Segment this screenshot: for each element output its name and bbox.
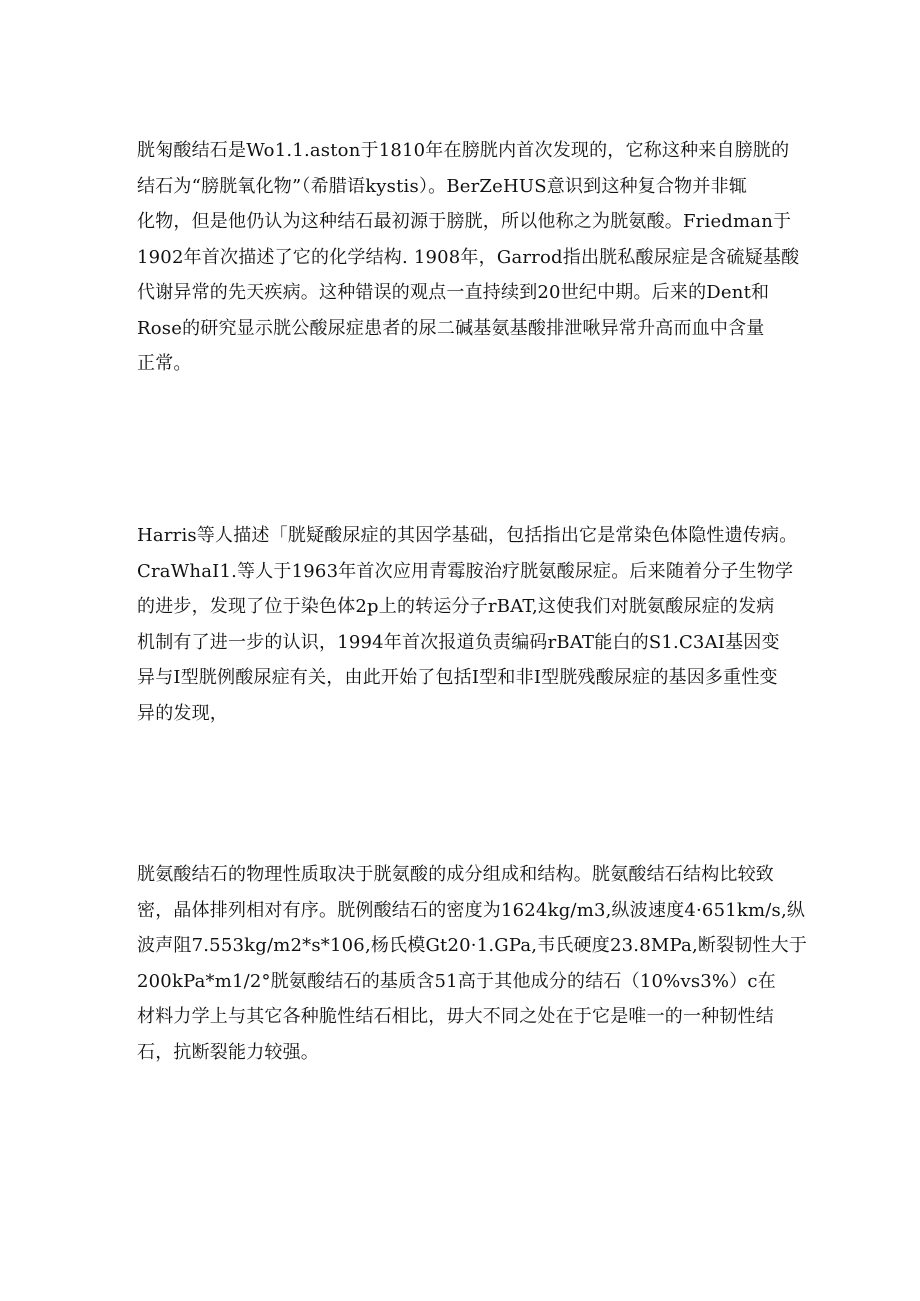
text-line: 正常。	[137, 353, 192, 374]
text-line: 机制有了进一步的认识，1994年首次报道负责编码rBAT能白的S1.C3AI基因变	[137, 631, 780, 653]
text-line: 胱匊酸结石是Wo1.1.aston于1810年在膀胱内首次发现的，它称这种来自膀胱的	[137, 140, 790, 161]
text-line: 异与I型胱例酸尿症有关，由此开始了包括I型和非I型胱残酸尿症的基因多重性变	[137, 667, 778, 688]
text-line: 胱氨酸结石的物理性质取决于胱氨酸的成分组成和结构。胱氨酸结石结构比较致	[137, 864, 774, 885]
text-line: 密，晶体排列相对有序。胱例酸结石的密度为1624kg∕m3,纵波速度4·651km∕s,纵	[137, 899, 806, 921]
text-line: 的进步，发现了位于染色体2p上的转运分子rBAT,这使我们对胱氨酸尿症的发病	[137, 596, 775, 617]
text-line: 代谢异常的先天疾病。这种错误的观点一直持续到20世纪中期。后来的Dent和	[137, 282, 770, 303]
text-line: 波声阻7.553kg∕m2*s*106,杨氏模Gt20·1.GPa,韦氏硬度23.8MPa,断裂韧性大于	[137, 935, 808, 956]
paragraph-genetic-basis	[137, 518, 797, 731]
text-line: 石，抗断裂能力较强。	[137, 1041, 319, 1063]
paragraph-physical-properties	[137, 857, 808, 1070]
text-line: 1902年首次描述了它的化学结构. 1908年，Garrod指出胱私酸尿症是含硫疑基酸	[137, 246, 800, 268]
paragraph-history-discovery	[137, 133, 800, 382]
text-line: 材料力学上与其它各种脆性结石相比，毋大不同之处在于它是唯一的一种韧性结	[137, 1006, 774, 1027]
text-line: 200kPa*m1∕2°胱氨酸结石的基质含51高于其他成分的结石（10%vs3%）c在	[137, 970, 776, 992]
text-line: Rose的研究显示胱公酸尿症患者的尿二碱基氨基酸排泄啾异常升高而血中含量	[137, 317, 765, 339]
text-line: CraWhaI1.等人于1963年首次应用青霉胺治疗胱氨酸尿症。后来随着分子生物学	[137, 560, 794, 582]
text-line: 异的发现，	[137, 702, 228, 724]
text-line: 化物，但是他仍认为这种结石最初源于膀胱，所以他称之为胱氨酸。Friedman于	[137, 211, 792, 232]
text-line: Harris等人描述「胱疑酸尿症的其因学基础，包括指出它是常染色体隐性遗传病。	[137, 525, 798, 546]
text-line: 结石为“膀胱氧化物”（希腊语kystis）。BerZeHUS意识到这种复合物并非辄	[137, 175, 747, 197]
